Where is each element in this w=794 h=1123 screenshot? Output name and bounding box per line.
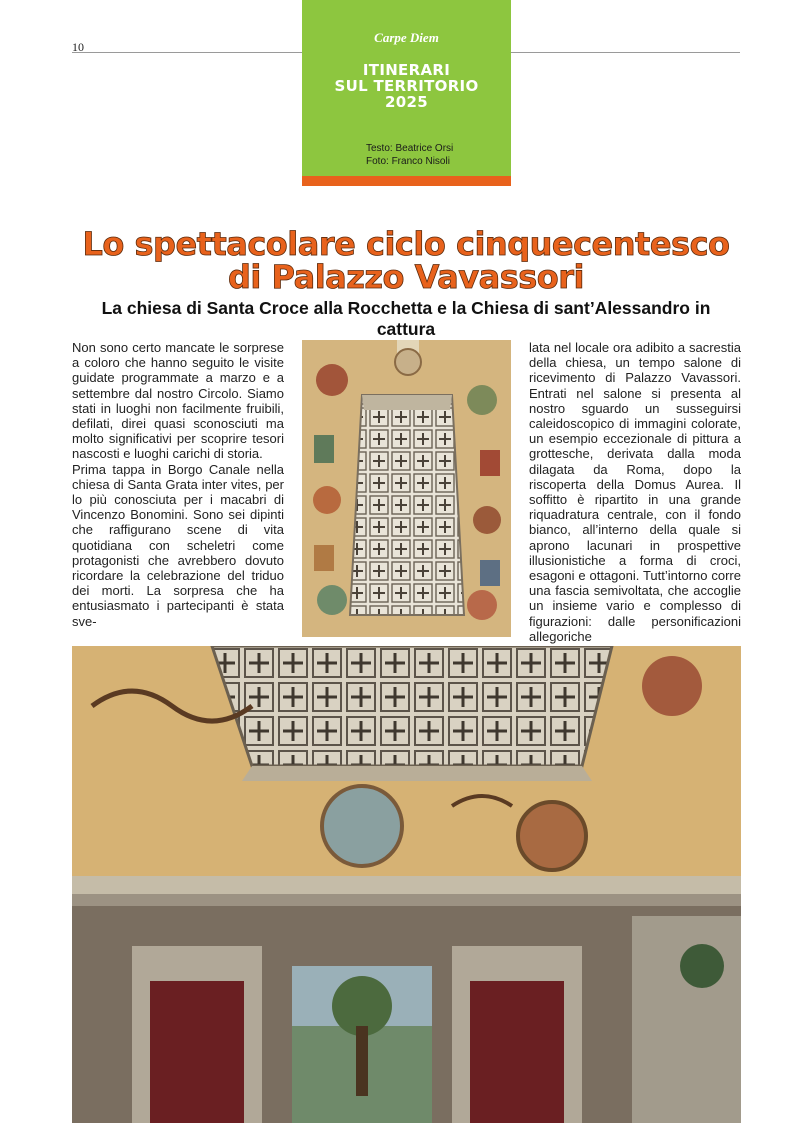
ceiling-photo	[302, 340, 511, 637]
left-column	[72, 340, 284, 629]
credits	[366, 143, 453, 168]
section-title-line-1: ITINERARI	[362, 61, 451, 79]
article-title-line-1: Lo spettacolare ciclo cinquecentesco	[82, 225, 730, 263]
right-column	[529, 340, 741, 644]
article-title-line-2: di Palazzo Vavassori	[227, 258, 585, 296]
page-number: 10	[72, 40, 84, 54]
section-title	[302, 62, 511, 110]
hall-photo	[72, 646, 741, 1123]
credits-text: Testo: Beatrice Orsi	[366, 143, 454, 154]
left-paragraph-1: Non sono certo mancate le sorprese a coloro che hanno seguito le visite guidate programmate a marzo e a settembre dal nostro Circolo. Siamo stati in luoghi non facilmente fruibili, defilati, direi quasi sconosciuti ma molto significativi per scoprire tesori nascosti e luoghi carichi di storia.	[72, 340, 284, 462]
magazine-name: Carpe Diem	[374, 30, 439, 45]
article-subtitle: La chiesa di Santa Croce alla Rocchetta e la Chiesa di sant’Alessandro in cattura	[101, 298, 711, 339]
left-paragraph-2: Prima tappa in Borgo Canale nella chiesa di Santa Grata inter vites, per lo più conosciuta per i macabri di Vincenzo Bonomini. Sono sei dipinti che raffigurano scene di vita quotidiana con scheletri come protagonisti che avrebbero dovuto ricordare la celebrazione del triduo dei morti. La sorpresa che ha entusiasmato i partecipanti è stata sve-	[72, 461, 284, 629]
right-paragraph-1: lata nel locale ora adibito a sacrestia della chiesa, un tempo salone di ricevimento di Palazzo Vavassori. Entrati nel salone si presenta al nostro sguardo un susseguirsi caleidoscopico di immagini colorate, un esempio eccezionale di pittura a grottesche, derivata dalla moda dilagata da Roma, dopo la riscoperta della Domus Aurea. Il soffitto è ripartito in una grande riquadratura centrale, con il fondo bianco, all’interno della quale si aprono lacunari in prospettive illusionistiche a forma di croci, esagoni e ottagoni. Tutt’intorno corre una fascia semivoltata, che accoglie un insieme vario e complesso di figurazioni: dalle personificazioni allegoriche	[529, 340, 741, 644]
section-title-line-3: 2025	[385, 93, 428, 111]
section-title-line-2: SUL TERRITORIO	[334, 77, 479, 95]
section-header-bottom-bar	[302, 176, 511, 186]
credits-photos: Foto: Franco Nisoli	[366, 155, 450, 167]
article-title	[72, 225, 740, 296]
